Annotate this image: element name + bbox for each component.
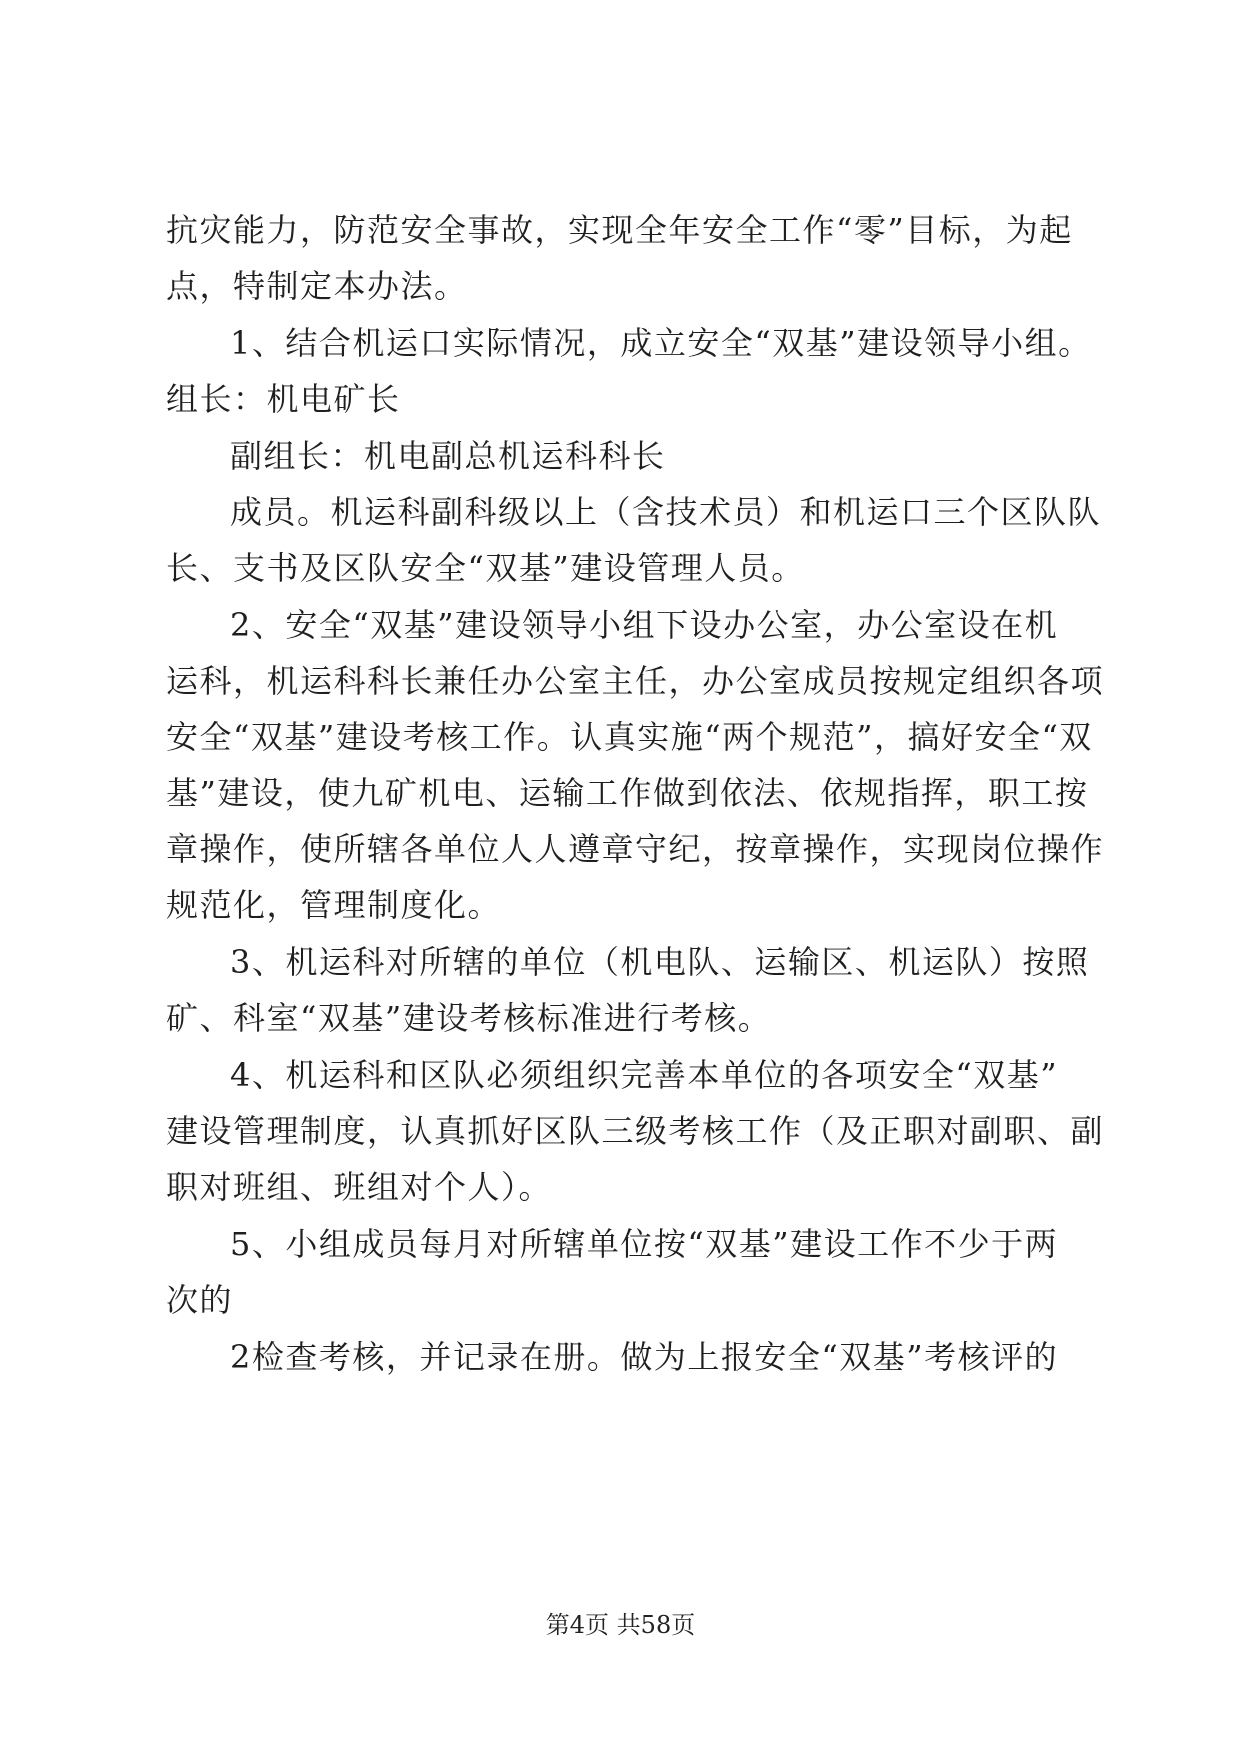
paragraph-line: 5、小组成员每月对所辖单位按“双基”建设工作不少于两 xyxy=(230,1225,1059,1263)
text-line: 长、支书及区队安全“双基”建设管理人员。 xyxy=(166,549,805,587)
paragraph-line: 4、机运科和区队必须组织完善本单位的各项安全“双基” xyxy=(230,1056,1059,1094)
text-line: 职对班组、班组对个人）。 xyxy=(166,1168,553,1206)
text-line: 建设管理制度，认真抓好区队三级考核工作（及正职对副职、副 xyxy=(166,1112,1105,1150)
text-line: 矿、科室“双基”建设考核标准进行考核。 xyxy=(166,999,772,1037)
text-line: 次的 xyxy=(166,1281,234,1319)
text-line: 安全“双基”建设考核工作。认真实施“两个规范”，搞好安全“双 xyxy=(166,718,1093,756)
paragraph-line: 2、安全“双基”建设领导小组下设办公室，办公室设在机 xyxy=(230,606,1059,644)
text-line: 规范化，管理制度化。 xyxy=(166,886,502,924)
paragraph-line: 3、机运科对所辖的单位（机电队、运输区、机运队）按照 xyxy=(230,943,1090,981)
text-line: 基”建设，使九矿机电、运输工作做到依法、依规指挥，职工按 xyxy=(166,774,1089,812)
text-line: 运科，机运科科长兼任办公室主任，办公室成员按规定组织各项 xyxy=(166,662,1105,700)
paragraph-line: 1、结合机运口实际情况，成立安全“双基”建设领导小组。 xyxy=(230,324,1092,362)
text-line: 抗灾能力，防范安全事故，实现全年安全工作“零”目标，为起 xyxy=(166,211,1073,249)
paragraph-line: 副组长：机电副总机运科科长 xyxy=(230,437,666,475)
paragraph-line: 成员。机运科副科级以上（含技术员）和机运口三个区队队 xyxy=(230,493,1102,531)
paragraph-line: 2检查考核，并记录在册。做为上报安全“双基”考核评的 xyxy=(230,1338,1059,1376)
page-number-footer: 第4页 共58页 xyxy=(545,1611,696,1639)
text-line: 章操作，使所辖各单位人人遵章守纪，按章操作，实现岗位操作 xyxy=(166,830,1105,868)
text-line: 组长：机电矿长 xyxy=(166,380,401,418)
text-line: 点，特制定本办法。 xyxy=(166,267,468,305)
